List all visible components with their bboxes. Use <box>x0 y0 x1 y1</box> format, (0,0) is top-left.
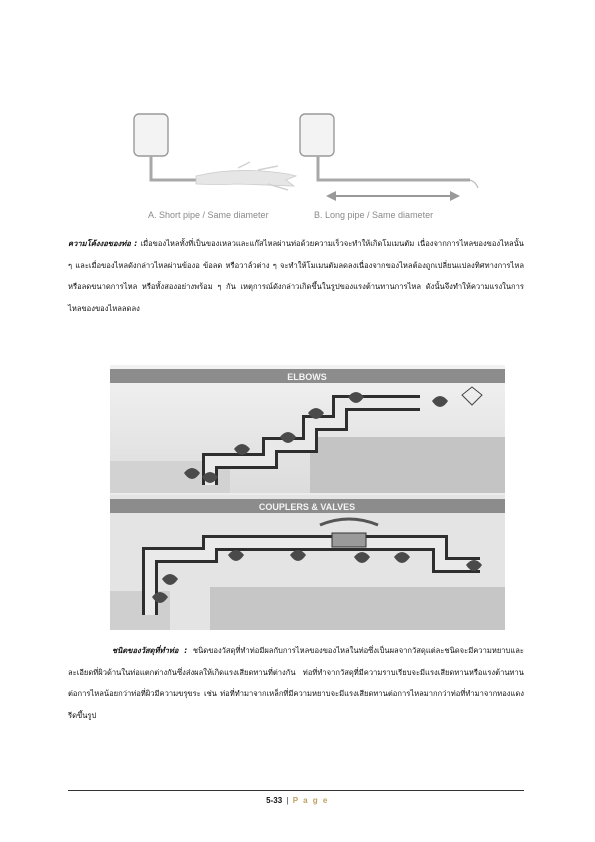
elbows-label: ELBOWS <box>287 372 327 382</box>
elbows-couplers-figure <box>110 365 505 630</box>
paragraph-pipe-bends <box>68 233 524 319</box>
page-word: P a g e <box>292 796 329 805</box>
paragraph-pipe-material <box>68 640 524 726</box>
long-pipe <box>318 156 470 180</box>
drip-b <box>470 180 478 188</box>
footer-separator: | <box>286 796 289 805</box>
water-spray-a <box>196 170 296 186</box>
arrow-right-icon <box>450 191 460 201</box>
couplers-label: COUPLERS & VALVES <box>258 502 356 512</box>
page-footer <box>0 796 595 805</box>
page-number: 5-33 <box>266 796 283 805</box>
tank-b <box>300 114 334 156</box>
text-pipe-material: ชนิดของวัสดุที่ทำท่อมีผลกับการไหลของของไหลในท่อซึ่งเป็นผลจากวัสดุแต่ละชนิดจะมีความหยาบและละเอียดที่ผิวด้านในท่อแตกต่างกันซึ่งส่งผลให้เกิดแรงเสียดทานที่ต่างกัน ท่อที่ทำจากวัสดุที่มีความราบเรียบจะมีแรงเสียดทานหรือแรงต้านทานต่อการไหลน้อยกว่าท่อที่ผิวมีความขรุขระ เช่น ท่อที่ทำมาจากเหล็กที่มีความหยาบจะมีแรงเสียดทานต่อการไหลมากกว่าท่อที่ทำมาจากทองแดงรีดขึ้นรูป <box>68 646 524 720</box>
valve <box>332 533 366 547</box>
footer-rule <box>68 790 524 791</box>
heading-pipe-material: ชนิดของวัสดุที่ทำท่อ : <box>112 646 188 655</box>
caption-b: B. Long pipe / Same diameter <box>314 210 434 220</box>
arrow-left-icon <box>326 191 336 201</box>
tank-a <box>134 114 168 156</box>
pipe-comparison-figure <box>118 104 490 228</box>
short-pipe <box>151 156 196 180</box>
heading-pipe-bends: ความโค้งงอของท่อ : <box>68 239 138 248</box>
text-pipe-bends: เมื่อของไหลทั้งที่เป็นของเหลวและแก๊สไหลผ่านท่อด้วยความเร็วจะทำให้เกิดโมเมนตัม เนื่องจากการไหลของของไหลนั้น ๆ และเมื่อของไหลดังกล่าวไหลผ่านข้องอ ข้อลด หรือวาล์วต่าง ๆ จะทำให้โมเมนตัมลดลงเนื่องจากของไหลต้องถูกเปลี่ยนแปลงทิศทางการไหลหรือลดขนาดการไหล หรือทั้งสองอย่างพร้อม ๆ กัน เหตุการณ์ดังกล่าวเกิดขึ้นในรูปของแรงต้านทานการไหล ดังนั้นจึงทำให้ความแรงในการไหลของของไหลลดลง <box>68 239 524 313</box>
caption-a: A. Short pipe / Same diameter <box>148 210 269 220</box>
